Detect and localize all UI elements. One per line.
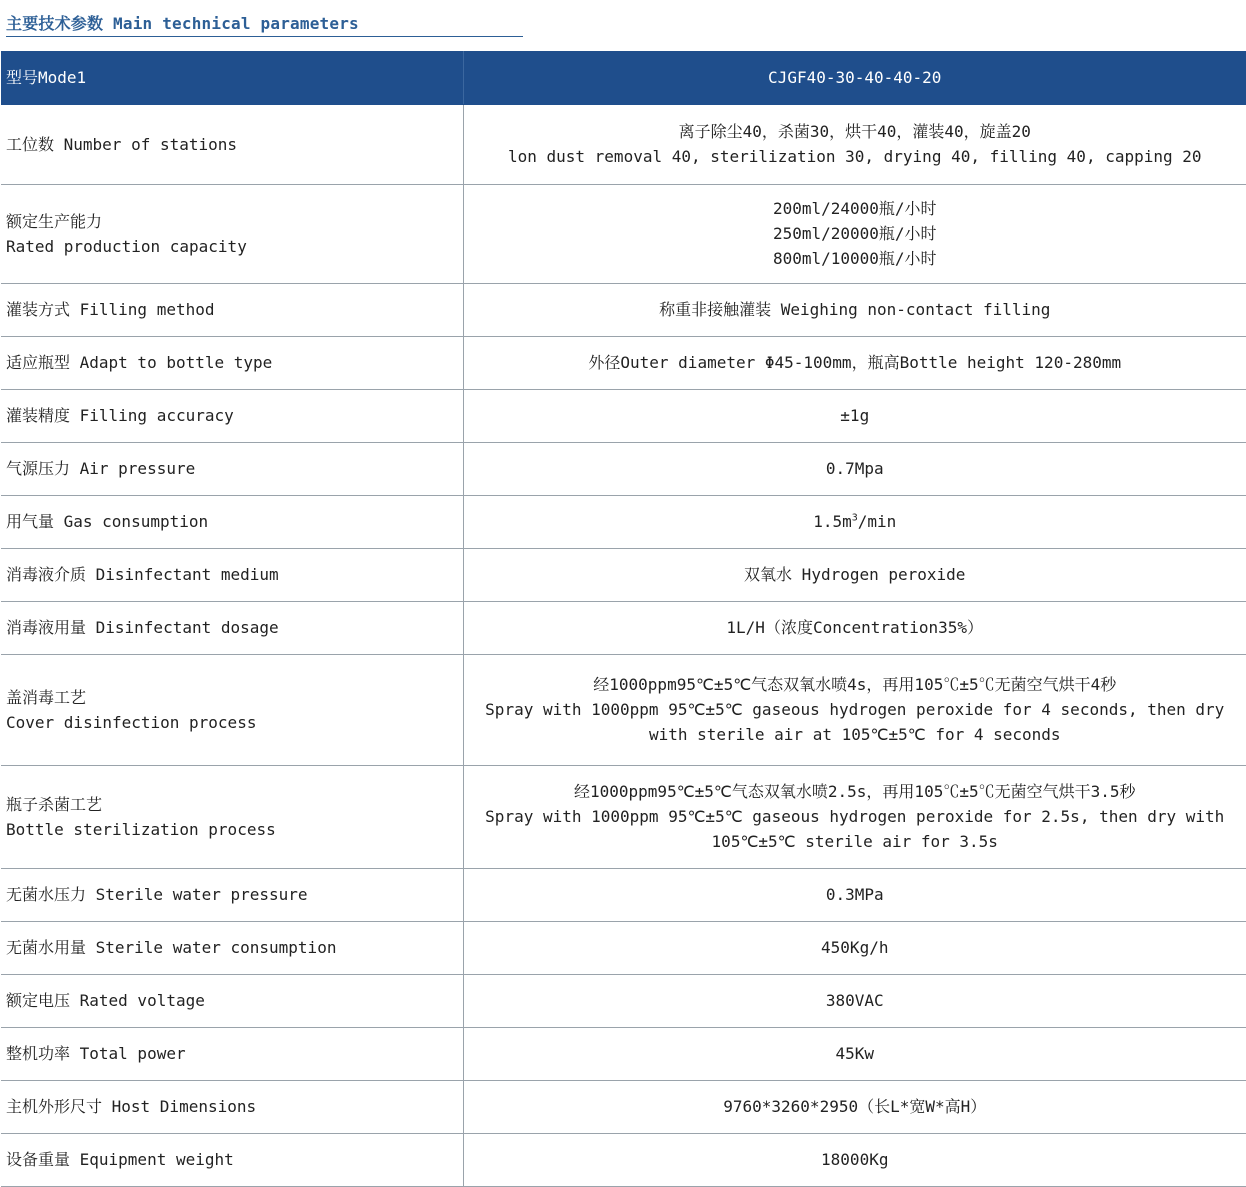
header-value: CJGF40-30-40-40-20	[463, 51, 1246, 104]
table-row	[1, 868, 1246, 921]
row-value: 外径Outer diameter Φ45-100mm，瓶高Bottle height 120-280mm	[463, 336, 1246, 389]
row-value	[463, 184, 1246, 283]
table-row	[1, 283, 1246, 336]
value-line: 200ml/24000瓶/小时	[772, 199, 937, 218]
table-row	[1, 104, 1246, 184]
value-main: 1.5m	[813, 512, 852, 531]
table-row	[1, 601, 1246, 654]
row-label: 整机功率 Total power	[1, 1027, 463, 1080]
table-row	[1, 442, 1246, 495]
value-line: 800ml/10000瓶/小时	[772, 249, 937, 268]
parameters-table	[1, 51, 1246, 1187]
row-value	[463, 104, 1246, 184]
row-label: 主机外形尺寸 Host Dimensions	[1, 1080, 463, 1133]
row-value: 0.7Mpa	[463, 442, 1246, 495]
row-value: 1L/H（浓度Concentration35%）	[463, 601, 1246, 654]
label-line: 额定生产能力	[6, 211, 103, 231]
table-row	[1, 1080, 1246, 1133]
value-line: 离子除尘40，杀菌30，烘干40，灌装40，旋盖20	[678, 122, 1031, 141]
value-superscript: 3	[851, 512, 858, 524]
value-line: 经1000ppm95℃±5℃气态双氧水喷2.5s，再用105℃±5℃无菌空气烘干3.5秒	[574, 782, 1136, 801]
row-value: 0.3MPa	[463, 868, 1246, 921]
row-value: 45Kw	[463, 1027, 1246, 1080]
row-value: ±1g	[463, 389, 1246, 442]
row-label: 用气量 Gas consumption	[1, 495, 463, 548]
table-row	[1, 921, 1246, 974]
row-label: 气源压力 Air pressure	[1, 442, 463, 495]
table-row	[1, 548, 1246, 601]
label-line: 盖消毒工艺	[6, 687, 87, 707]
table-row	[1, 974, 1246, 1027]
row-value: 450Kg/h	[463, 921, 1246, 974]
row-label: 灌装方式 Filling method	[1, 283, 463, 336]
row-label	[1, 654, 463, 765]
value-line: 经1000ppm95℃±5℃气态双氧水喷4s，再用105℃±5℃无菌空气烘干4秒	[593, 675, 1117, 694]
row-label: 无菌水压力 Sterile water pressure	[1, 868, 463, 921]
header-row	[1, 51, 1246, 104]
row-label: 设备重量 Equipment weight	[1, 1133, 463, 1186]
row-label: 消毒液用量 Disinfectant dosage	[1, 601, 463, 654]
row-value	[463, 654, 1246, 765]
row-label	[1, 184, 463, 283]
row-label: 消毒液介质 Disinfectant medium	[1, 548, 463, 601]
row-label: 无菌水用量 Sterile water consumption	[1, 921, 463, 974]
value-line: Spray with 1000ppm 95℃±5℃ gaseous hydrogen peroxide for 2.5s, then dry with 105℃±5℃ sterile air for 3.5s	[485, 807, 1225, 851]
title-underline	[6, 14, 523, 37]
row-value: 称重非接触灌装 Weighing non-contact filling	[463, 283, 1246, 336]
table-row	[1, 654, 1246, 765]
table-row	[1, 495, 1246, 548]
table-row	[1, 1133, 1246, 1186]
row-value: 18000Kg	[463, 1133, 1246, 1186]
header-label: 型号Mode1	[1, 51, 463, 104]
row-value: 双氧水 Hydrogen peroxide	[463, 548, 1246, 601]
row-label: 灌装精度 Filling accuracy	[1, 389, 463, 442]
value-line: 250ml/20000瓶/小时	[772, 224, 937, 243]
row-label: 适应瓶型 Adapt to bottle type	[1, 336, 463, 389]
table-row	[1, 389, 1246, 442]
label-line: 瓶子杀菌工艺	[6, 794, 103, 814]
value-line: Spray with 1000ppm 95℃±5℃ gaseous hydrogen peroxide for 4 seconds, then dry with sterile air at 105℃±5℃ for 4 seconds	[485, 700, 1225, 744]
table-row	[1, 1027, 1246, 1080]
row-value: 380VAC	[463, 974, 1246, 1027]
page-title: 主要技术参数 Main technical parameters	[6, 14, 359, 33]
row-label: 工位数 Number of stations	[1, 104, 463, 184]
value-line: lon dust removal 40, sterilization 30, drying 40, filling 40, capping 20	[507, 147, 1202, 166]
table-row	[1, 765, 1246, 868]
table-row	[1, 184, 1246, 283]
label-line: Cover disinfection process	[6, 712, 257, 732]
row-value: 9760*3260*2950（长L*宽W*高H）	[463, 1080, 1246, 1133]
label-line: Rated production capacity	[6, 236, 247, 256]
value-tail: /min	[857, 512, 897, 531]
row-label: 额定电压 Rated voltage	[1, 974, 463, 1027]
row-value	[463, 765, 1246, 868]
label-line: Bottle sterilization process	[6, 819, 276, 839]
table-row	[1, 336, 1246, 389]
row-value	[463, 495, 1246, 548]
row-label	[1, 765, 463, 868]
